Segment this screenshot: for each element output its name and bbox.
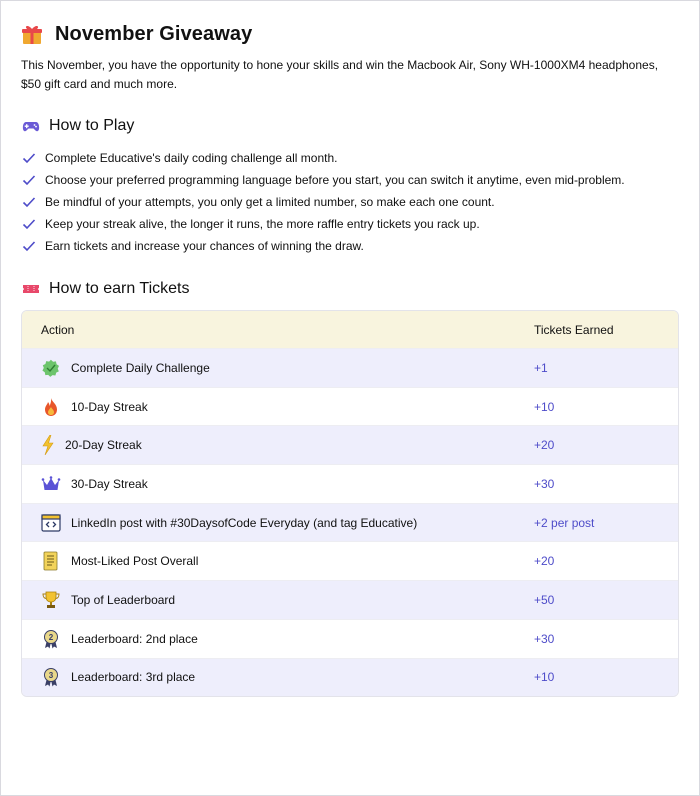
action-cell xyxy=(22,358,534,378)
list-item xyxy=(21,235,681,257)
lightning-icon xyxy=(41,435,55,455)
action-cell xyxy=(22,513,534,533)
action-cell xyxy=(22,397,534,417)
crown-icon xyxy=(41,474,61,494)
checkmark-icon xyxy=(22,151,36,165)
table-row xyxy=(22,387,678,426)
checkmark-icon xyxy=(22,195,36,209)
table-row xyxy=(22,464,678,503)
tickets-value: +50 xyxy=(534,592,555,607)
badge-check-icon xyxy=(41,358,61,378)
action-label: Most-Liked Post Overall xyxy=(71,554,199,569)
how-to-play-list xyxy=(21,147,681,257)
ticket-icon xyxy=(22,280,40,298)
tickets-value: +1 xyxy=(534,360,548,375)
action-label: 20-Day Streak xyxy=(65,438,142,453)
intro-text: This November, you have the opportunity to hone your skills and win the Macbook Air, Sony WH-1000XM4 headphones, $50 gift card and much more. xyxy=(21,58,659,91)
table-row xyxy=(22,580,678,619)
action-label: LinkedIn post with #30DaysofCode Everyday (and tag Educative) xyxy=(71,515,418,530)
table-row xyxy=(22,425,678,464)
column-header-tickets: Tickets Earned xyxy=(534,322,614,337)
table-header xyxy=(22,311,678,348)
code-window-icon xyxy=(41,513,61,533)
list-item-text: Choose your preferred programming language before you start, you can switch it anytime, even mid-problem. xyxy=(45,173,625,187)
tickets-value: +2 per post xyxy=(534,515,595,530)
how-to-play-heading xyxy=(21,115,681,137)
table-row xyxy=(22,658,678,697)
page-title: November Giveaway xyxy=(55,22,253,45)
fire-icon xyxy=(41,397,61,417)
action-label: Leaderboard: 2nd place xyxy=(71,631,198,646)
how-to-play-title: How to Play xyxy=(49,117,135,134)
table-row xyxy=(22,348,678,387)
medal-3-icon xyxy=(41,667,61,687)
medal-2-icon xyxy=(41,629,61,649)
title-row xyxy=(21,20,681,48)
tickets-title: How to earn Tickets xyxy=(49,280,190,297)
main-content xyxy=(21,20,681,697)
trophy-icon xyxy=(41,590,61,610)
table-row xyxy=(22,503,678,542)
action-label: Complete Daily Challenge xyxy=(71,360,210,375)
action-label: Leaderboard: 3rd place xyxy=(71,670,196,685)
list-item xyxy=(21,213,681,235)
svg-text:2: 2 xyxy=(48,632,54,642)
svg-text:3: 3 xyxy=(48,671,54,681)
action-cell xyxy=(22,474,534,494)
tickets-value: +10 xyxy=(534,399,555,414)
list-item-text: Earn tickets and increase your chances of winning the draw. xyxy=(45,239,364,253)
action-label: 30-Day Streak xyxy=(71,476,148,491)
action-label: 10-Day Streak xyxy=(71,399,148,414)
document-icon xyxy=(41,551,61,571)
checkmark-icon xyxy=(22,217,36,231)
list-item-text: Complete Educative's daily coding challenge all month. xyxy=(45,151,338,165)
table-row xyxy=(22,619,678,658)
checkmark-icon xyxy=(22,173,36,187)
tickets-value: +20 xyxy=(534,554,555,569)
list-item-text: Be mindful of your attempts, you only get a limited number, so make each one count. xyxy=(45,195,495,209)
tickets-table xyxy=(21,310,679,697)
action-cell xyxy=(22,551,534,571)
column-header-action: Action xyxy=(41,322,75,337)
tickets-value: +30 xyxy=(534,631,555,646)
list-item xyxy=(21,147,681,169)
tickets-value: +10 xyxy=(534,670,555,685)
gift-icon xyxy=(21,23,43,45)
tickets-value: +20 xyxy=(534,438,555,453)
action-cell xyxy=(22,590,534,610)
action-cell xyxy=(22,435,534,455)
tickets-value: +30 xyxy=(534,476,555,491)
action-cell xyxy=(22,667,534,687)
action-cell xyxy=(22,629,534,649)
list-item xyxy=(21,191,681,213)
gamepad-icon xyxy=(22,117,40,135)
table-row xyxy=(22,541,678,580)
checkmark-icon xyxy=(22,239,36,253)
list-item xyxy=(21,169,681,191)
action-label: Top of Leaderboard xyxy=(71,592,176,607)
list-item-text: Keep your streak alive, the longer it runs, the more raffle entry tickets you rack up. xyxy=(45,217,480,231)
tickets-heading xyxy=(21,278,681,300)
